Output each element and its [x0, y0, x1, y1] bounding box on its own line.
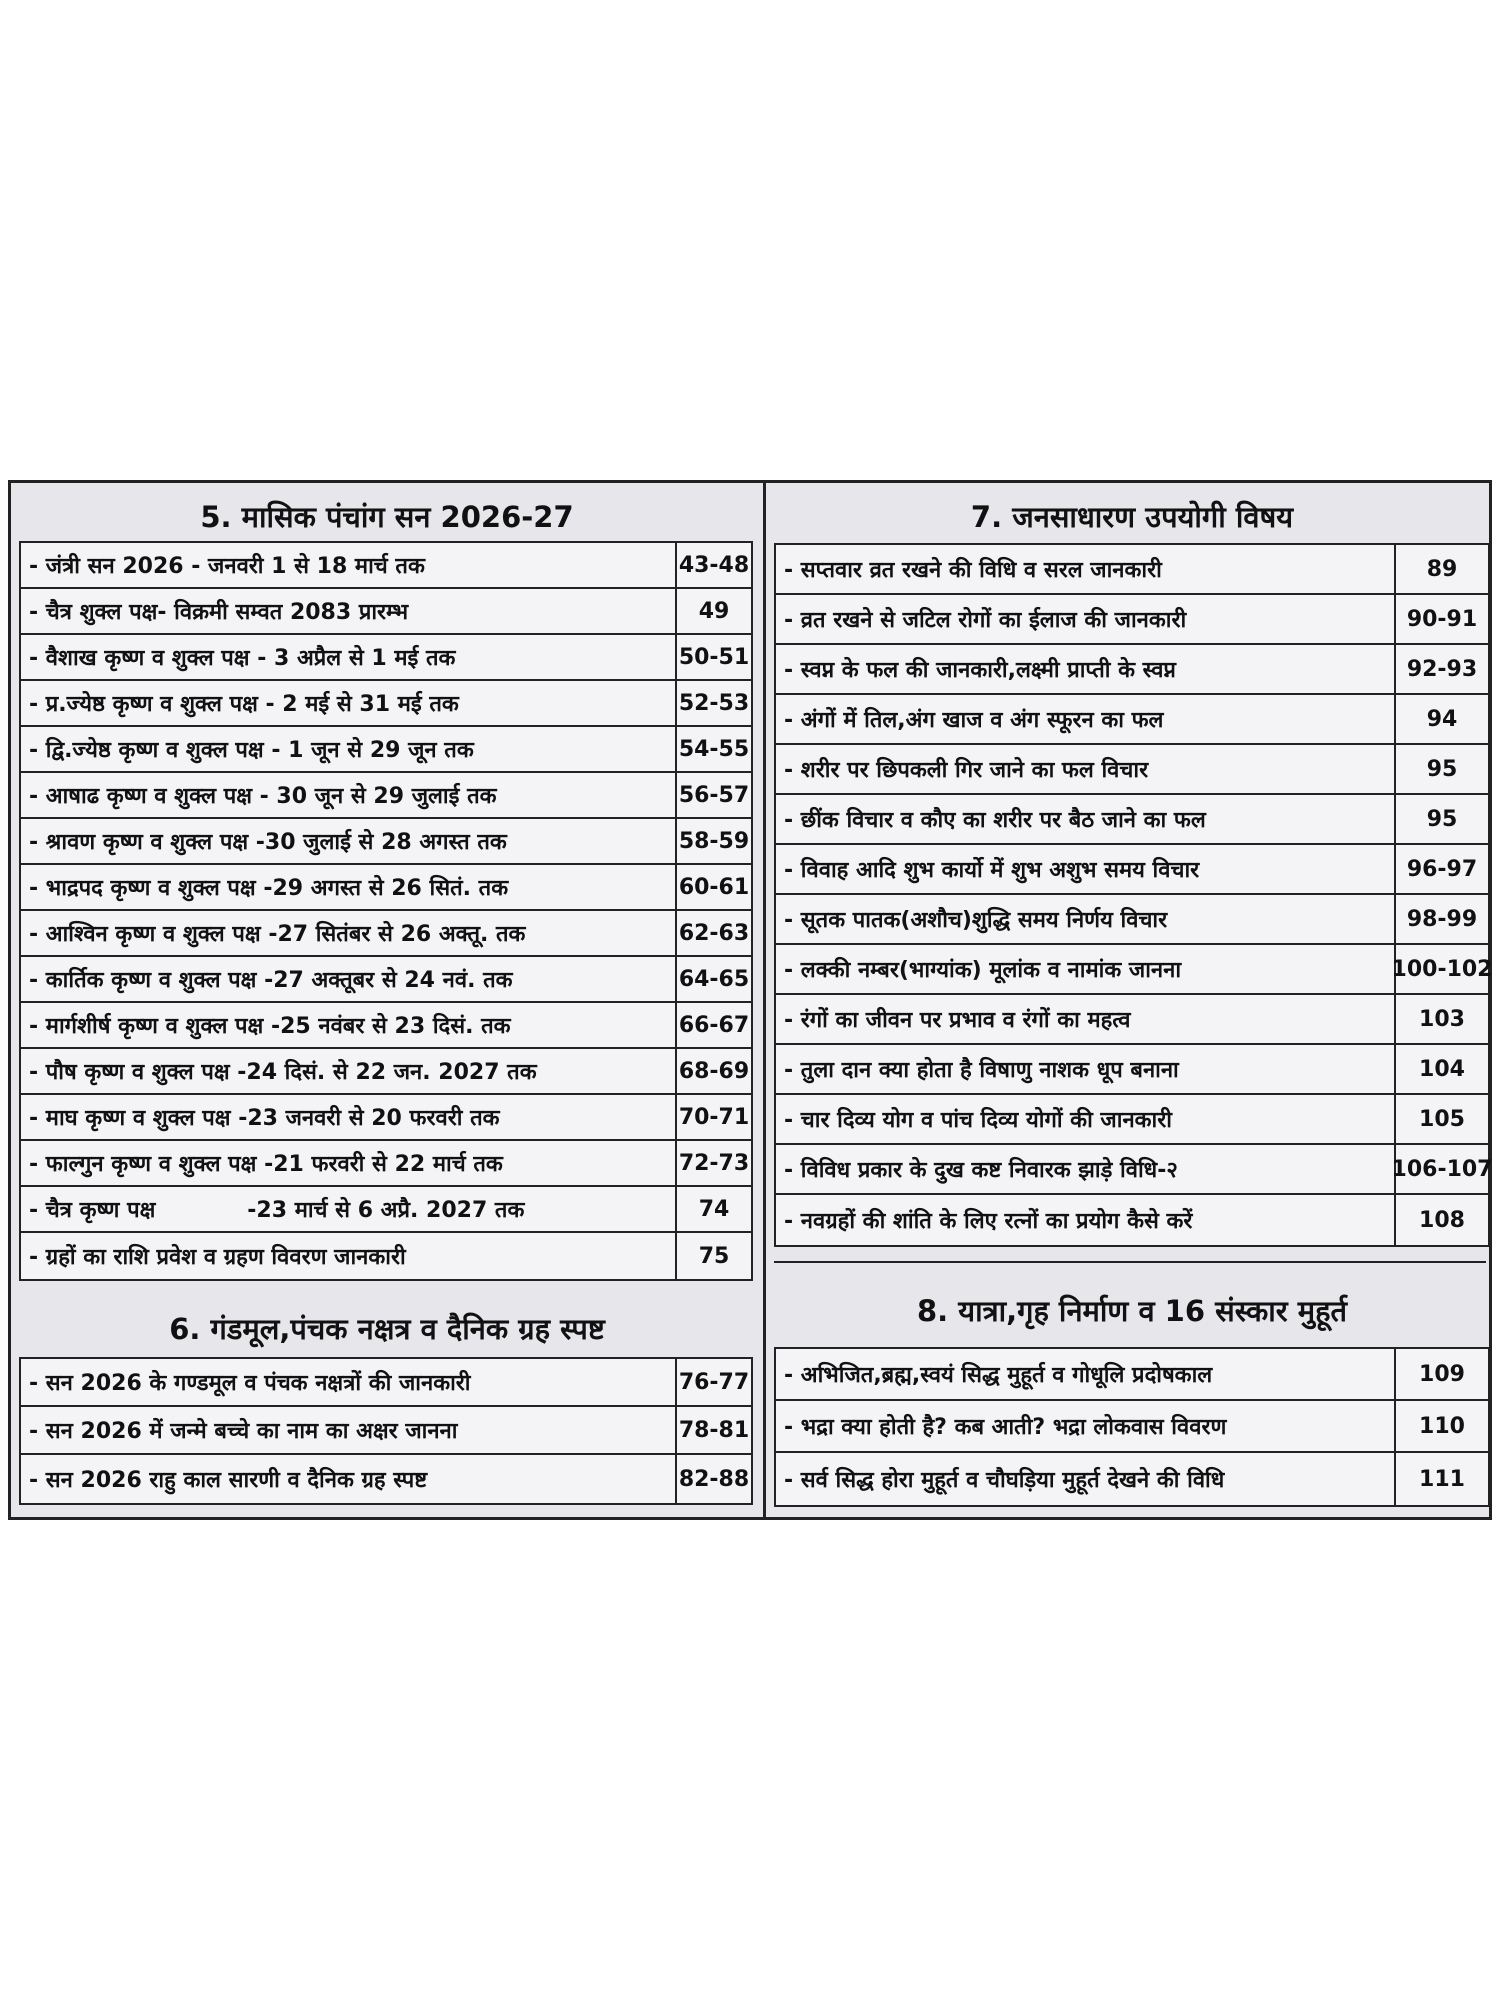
toc-pages: 96-97	[1394, 845, 1488, 893]
toc-label: - चैत्र कृष्ण पक्ष -23 मार्च से 6 अप्रै. 2027 तक	[29, 1198, 525, 1223]
toc-row	[776, 1401, 1488, 1453]
toc-row	[21, 1049, 751, 1095]
toc-pages: 62-63	[675, 911, 751, 955]
toc-row	[21, 543, 751, 589]
toc-row	[21, 865, 751, 911]
toc-label: - माघ कृष्ण व शुक्ल पक्ष -23 जनवरी से 20 फरवरी तक	[29, 1106, 500, 1131]
toc-row	[21, 1233, 751, 1279]
toc-label: - सन 2026 में जन्मे बच्चे का नाम का अक्षर जानना	[29, 1419, 458, 1444]
toc-row	[21, 1455, 751, 1503]
toc-label: - सन 2026 के गण्डमूल व पंचक नक्षत्रों की जानकारी	[29, 1371, 471, 1396]
toc-label: - लक्की नम्बर(भाग्यांक) मूलांक व नामांक जानना	[784, 958, 1182, 983]
toc-label: - ग्रहों का राशि प्रवेश व ग्रहण विवरण जानकारी	[29, 1245, 406, 1270]
toc-row	[776, 845, 1488, 895]
toc-row	[21, 773, 751, 819]
toc-pages: 76-77	[675, 1359, 751, 1405]
toc-label: - भाद्रपद कृष्ण व शुक्ल पक्ष -29 अगस्त से 26 सितं. तक	[29, 876, 509, 901]
toc-label: - छींक विचार व कौए का शरीर पर बैठ जाने का फल	[784, 808, 1206, 833]
toc-pages: 70-71	[675, 1095, 751, 1139]
toc-label: - फाल्गुन कृष्ण व शुक्ल पक्ष -21 फरवरी से 22 मार्च तक	[29, 1152, 503, 1177]
toc-label: - सप्तवार व्रत रखने की विधि व सरल जानकारी	[784, 558, 1162, 583]
toc-pages: 54-55	[675, 727, 751, 771]
right-column	[763, 483, 1498, 1517]
toc-pages: 75	[675, 1233, 751, 1279]
toc-row	[21, 957, 751, 1003]
toc-label: - द्वि.ज्येष्ठ कृष्ण व शुक्ल पक्ष - 1 जून से 29 जून तक	[29, 738, 474, 763]
toc-pages: 74	[675, 1187, 751, 1231]
section-5-table	[19, 541, 753, 1281]
toc-label: - विवाह आदि शुभ कार्यो में शुभ अशुभ समय विचार	[784, 858, 1200, 883]
toc-pages: 66-67	[675, 1003, 751, 1047]
toc-row	[776, 595, 1488, 645]
toc-pages: 100-102	[1394, 945, 1488, 993]
toc-label: - प्र.ज्येष्ठ कृष्ण व शुक्ल पक्ष - 2 मई से 31 मई तक	[29, 692, 459, 717]
toc-pages: 105	[1394, 1095, 1488, 1143]
toc-label: - सन 2026 राहु काल सारणी व दैनिक ग्रह स्पष्ट	[29, 1468, 428, 1493]
toc-label: - पौष कृष्ण व शुक्ल पक्ष -24 दिसं. से 22 जन. 2027 तक	[29, 1060, 537, 1085]
toc-pages: 110	[1394, 1401, 1488, 1451]
toc-row	[21, 1003, 751, 1049]
toc-row	[776, 695, 1488, 745]
toc-label: - जंत्री सन 2026 - जनवरी 1 से 18 मार्च तक	[29, 554, 425, 579]
toc-label: - शरीर पर छिपकली गिर जाने का फल विचार	[784, 758, 1149, 783]
toc-pages: 103	[1394, 995, 1488, 1043]
toc-label: - चैत्र शुक्ल पक्ष- विक्रमी सम्वत 2083 प्रारम्भ	[29, 600, 409, 625]
toc-row	[776, 945, 1493, 995]
divider	[774, 1261, 1486, 1263]
toc-pages: 52-53	[675, 681, 751, 725]
section-6-heading: 6. गंडमूल,पंचक नक्षत्र व दैनिक ग्रह स्पष्ट	[169, 1312, 605, 1346]
toc-row	[776, 545, 1488, 595]
toc-label: - तुला दान क्या होता है विषाणु नाशक धूप बनाना	[784, 1058, 1179, 1083]
toc-label: - नवग्रहों की शांति के लिए रत्नों का प्रयोग कैसे करें	[784, 1209, 1193, 1234]
contents-sheet	[8, 480, 1492, 1520]
toc-row	[21, 727, 751, 773]
toc-label: - अंगों में तिल,अंग खाज व अंग स्फूरन का फल	[784, 708, 1164, 733]
toc-pages: 64-65	[675, 957, 751, 1001]
toc-label: - आषाढ कृष्ण व शुक्ल पक्ष - 30 जून से 29 जुलाई तक	[29, 784, 497, 809]
toc-label: - रंगों का जीवन पर प्रभाव व रंगों का महत्व	[784, 1008, 1131, 1033]
toc-row	[776, 895, 1488, 945]
toc-pages: 43-48	[675, 543, 751, 587]
toc-pages: 94	[1394, 695, 1488, 743]
section-6-table	[19, 1357, 753, 1505]
toc-row	[776, 1095, 1488, 1145]
section-7-heading: 7. जनसाधारण उपयोगी विषय	[970, 500, 1294, 534]
toc-pages: 50-51	[675, 635, 751, 679]
toc-label: - स्वप्न के फल की जानकारी,लक्ष्मी प्राप्ती के स्वप्न	[784, 658, 1176, 683]
toc-label: - कार्तिक कृष्ण व शुक्ल पक्ष -27 अक्तूबर से 24 नवं. तक	[29, 968, 513, 993]
toc-pages: 98-99	[1394, 895, 1488, 943]
toc-pages: 106-107	[1394, 1145, 1488, 1193]
toc-row	[776, 1145, 1493, 1195]
toc-row	[776, 1195, 1488, 1245]
toc-pages: 109	[1394, 1349, 1488, 1399]
toc-pages: 111	[1394, 1453, 1488, 1505]
toc-label: - व्रत रखने से जटिल रोगों का ईलाज की जानकारी	[784, 608, 1187, 633]
toc-row	[21, 1141, 751, 1187]
toc-row	[21, 681, 751, 727]
toc-pages: 58-59	[675, 819, 751, 863]
toc-label: - चार दिव्य योग व पांच दिव्य योगों की जानकारी	[784, 1108, 1172, 1133]
toc-row	[776, 745, 1488, 795]
toc-label: - श्रावण कृष्ण व शुक्ल पक्ष -30 जुलाई से 28 अगस्त तक	[29, 830, 507, 855]
toc-row	[21, 635, 751, 681]
toc-pages: 92-93	[1394, 645, 1488, 693]
toc-row	[776, 1453, 1488, 1505]
toc-row	[21, 1407, 751, 1455]
toc-label: - विविध प्रकार के दुख कष्ट निवारक झाड़े विधि-२	[784, 1158, 1178, 1183]
toc-label: - सर्व सिद्ध होरा मुहूर्त व चौघड़िया मुहूर्त देखने की विधि	[784, 1468, 1225, 1493]
toc-pages: 95	[1394, 745, 1488, 793]
toc-label: - आश्विन कृष्ण व शुक्ल पक्ष -27 सितंबर से 26 अक्तू. तक	[29, 922, 526, 947]
toc-label: - वैशाख कृष्ण व शुक्ल पक्ष - 3 अप्रैल से 1 मई तक	[29, 646, 456, 671]
toc-row	[21, 819, 751, 865]
toc-row	[776, 645, 1488, 695]
toc-pages: 90-91	[1394, 595, 1488, 643]
toc-pages: 68-69	[675, 1049, 751, 1093]
toc-row	[21, 1095, 751, 1141]
toc-pages: 82-88	[675, 1455, 751, 1503]
toc-pages: 104	[1394, 1045, 1488, 1093]
toc-pages: 89	[1394, 545, 1488, 593]
toc-row	[776, 795, 1488, 845]
toc-row	[776, 1349, 1488, 1401]
toc-pages: 56-57	[675, 773, 751, 817]
toc-row	[21, 911, 751, 957]
toc-row	[21, 1359, 751, 1407]
left-column	[11, 483, 763, 1517]
toc-pages: 108	[1394, 1195, 1488, 1245]
toc-row	[21, 1187, 751, 1233]
section-8-heading: 8. यात्रा,गृह निर्माण व 16 संस्कार मुहूर्त	[916, 1294, 1348, 1328]
toc-pages: 78-81	[675, 1407, 751, 1453]
section-8-table	[774, 1347, 1490, 1507]
toc-label: - सूतक पातक(अशौच)शुद्धि समय निर्णय विचार	[784, 908, 1168, 933]
section-5-heading: 5. मासिक पंचांग सन 2026-27	[200, 500, 574, 534]
toc-row	[776, 1045, 1488, 1095]
toc-pages: 95	[1394, 795, 1488, 843]
toc-row	[21, 589, 751, 635]
toc-row	[776, 995, 1488, 1045]
toc-label: - मार्गशीर्ष कृष्ण व शुक्ल पक्ष -25 नवंबर से 23 दिसं. तक	[29, 1014, 511, 1039]
toc-label: - अभिजित,ब्रह्म,स्वयं सिद्ध मुहूर्त व गोधूलि प्रदोषकाल	[784, 1363, 1213, 1388]
section-7-table	[774, 543, 1493, 1247]
toc-pages: 72-73	[675, 1141, 751, 1185]
toc-pages: 60-61	[675, 865, 751, 909]
toc-label: - भद्रा क्या होती है? कब आती? भद्रा लोकवास विवरण	[784, 1415, 1227, 1440]
toc-pages: 49	[675, 589, 751, 633]
